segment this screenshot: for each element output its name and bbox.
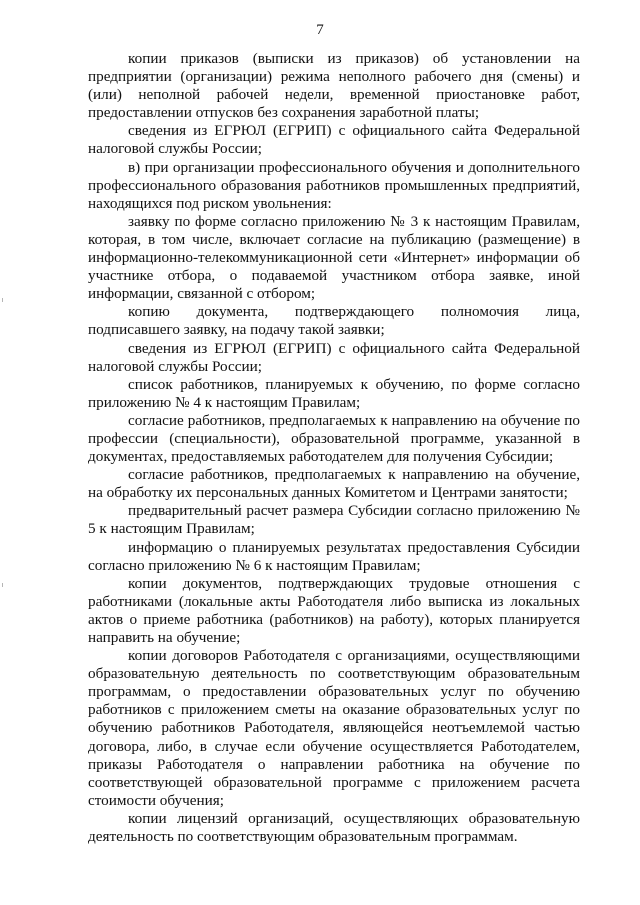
paragraph-orders-copies: копии приказов (выписки из приказов) об установлении на предприятии (организации) режима неполного рабочего дня (смены) и (или) неполной рабочей недели, временной приостановке работ, предоставлении отпусков без сохранения заработной платы; [88, 50, 580, 122]
paragraph-authority-document: копию документа, подтверждающего полномочия лица, подписавшего заявку, на подачу такой заявки; [88, 303, 580, 339]
page-number: 7 [316, 22, 324, 38]
paragraph-subsidy-calculation: предварительный расчет размера Субсидии согласно приложению № 5 к настоящим Правилам; [88, 502, 580, 538]
binding-mark [2, 583, 3, 587]
paragraph-employee-list: список работников, планируемых к обучению, по форме согласно приложению № 4 к настоящим Правилам; [88, 375, 580, 411]
paragraph-licenses: копии лицензий организаций, осуществляющих образовательную деятельность по соответствующим образовательным программам. [88, 809, 580, 846]
document-body [88, 50, 580, 846]
paragraph-training-consent: согласие работников, предполагаемых к направлению на обучение по профессии (специальности), образовательной программе, указанной в документах, предоставляемых работодателем для получения Субсидии; [88, 411, 580, 466]
paragraph-employment-documents: копии документов, подтверждающих трудовые отношения с работниками (локальные акты Работодателя либо выписка из локальных актов о приеме работника (работников) на работу), которых планируется направить на обучение; [88, 574, 580, 646]
paragraph-application-form: заявку по форме согласно приложению № 3 к настоящим Правилам, которая, в том числе, включает согласие на публикацию (размещение) в информационно-телекоммуникационной сети «Интернет» информации об участнике отбора, о подаваемой участником отбора заявке, иной информации, связанной с отбором; [88, 212, 580, 303]
paragraph-section-v: в) при организации профессионального обучения и дополнительного профессионального образования работников промышленных предприятий, находящихся под риском увольнения: [88, 158, 580, 212]
paragraph-planned-results: информацию о планируемых результатах предоставления Субсидии согласно приложению № 6 к настоящим Правилам; [88, 538, 580, 574]
paragraph-training-contracts: копии договоров Работодателя с организациями, осуществляющими образовательную деятельность по соответствующим образовательным программам, о предоставлении образовательных услуг по обучению работников с приложением сметы на оказание образовательных услуг по обучению работников Работодателя, являющейся неотъемлемой частью договора, либо, в случае если обучение осуществляется Работодателем, приказы Работодателя о направлении работника на обучение по соответствующей образовательной программе с приложением расчета стоимости обучения; [88, 647, 580, 809]
paragraph-egrul-info: сведения из ЕГРЮЛ (ЕГРИП) с официального сайта Федеральной налоговой службы России; [88, 339, 580, 375]
paragraph-egrul-info: сведения из ЕГРЮЛ (ЕГРИП) с официального сайта Федеральной налоговой службы России; [88, 122, 580, 158]
binding-mark [2, 298, 3, 302]
paragraph-personal-data-consent: согласие работников, предполагаемых к направлению на обучение, на обработку их персональных данных Комитетом и Центрами занятости; [88, 466, 580, 502]
